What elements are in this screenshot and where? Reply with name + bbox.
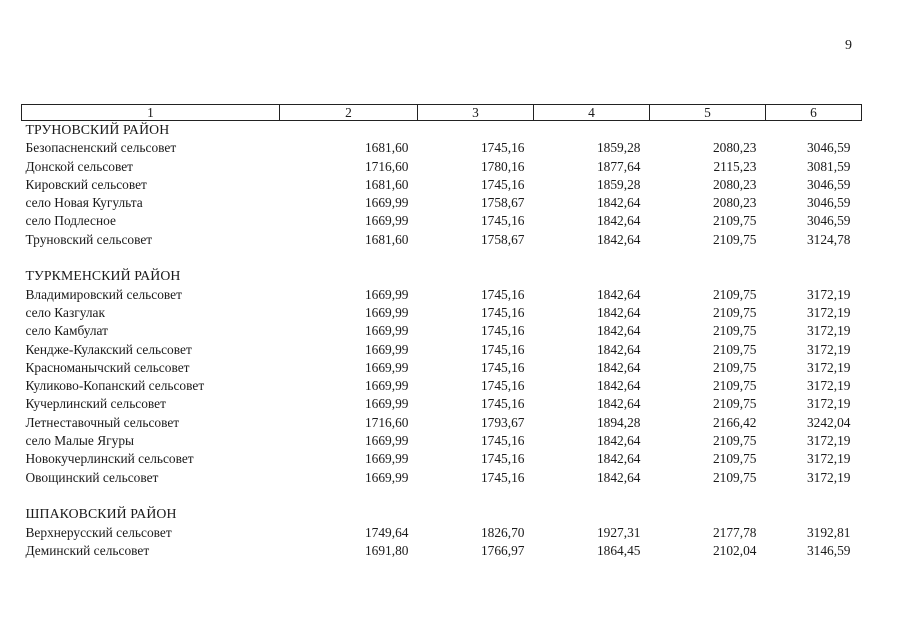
- value-cell-col-5: 2115,23: [713, 158, 757, 174]
- value-cell-col-6: 3172,19: [806, 323, 851, 339]
- value-cell-col-5: 2109,75: [712, 378, 757, 394]
- value-cell-col-6: 3172,19: [806, 396, 851, 412]
- value-cell-col-3: 1745,16: [480, 341, 525, 357]
- settlement-name: Овощинский сельсовет: [25, 469, 159, 485]
- value-cell-col-4: 1842,64: [596, 378, 641, 394]
- table-row: [22, 158, 862, 176]
- value-cell-col-2: 1716,60: [364, 158, 409, 174]
- value-cell-col-5: 2109,75: [712, 341, 757, 357]
- table-row: [22, 377, 862, 395]
- value-cell-col-3: 1780,16: [480, 158, 525, 174]
- value-cell-col-3: 1766,97: [480, 542, 525, 558]
- tariff-table: [21, 104, 862, 560]
- value-cell-col-6: 3081,59: [806, 158, 851, 174]
- value-cell-col-6: 3046,59: [806, 140, 851, 156]
- value-cell-col-4: 1842,64: [596, 341, 641, 357]
- table-row: [22, 231, 862, 249]
- value-cell-col-6: 3124,78: [806, 231, 851, 247]
- value-cell-col-5: 2080,23: [712, 140, 757, 156]
- value-cell-col-4: 1842,64: [596, 195, 641, 211]
- settlement-name: Деминский сельсовет: [25, 542, 150, 558]
- value-cell-col-6: 3046,59: [806, 176, 851, 192]
- value-cell-col-2: 1669,99: [364, 341, 409, 357]
- value-cell-col-5: 2109,75: [712, 433, 757, 449]
- settlement-name: Красноманычский сельсовет: [25, 359, 190, 375]
- section-spacer: [22, 249, 862, 267]
- settlement-name: Кировский сельсовет: [25, 176, 147, 192]
- settlement-name: Верхнерусский сельсовет: [25, 524, 172, 540]
- value-cell-col-3: 1745,16: [480, 213, 525, 229]
- value-cell-col-3: 1745,16: [480, 323, 525, 339]
- value-cell-col-2: 1669,99: [364, 195, 409, 211]
- column-header-3: 3: [418, 105, 534, 121]
- value-cell-col-5: 2080,23: [712, 195, 757, 211]
- value-cell-col-4: 1927,31: [596, 524, 641, 540]
- table-row: [22, 286, 862, 304]
- value-cell-col-2: 1669,99: [364, 451, 409, 467]
- value-cell-col-4: 1842,64: [596, 433, 641, 449]
- settlement-name: село Новая Кугульта: [25, 195, 143, 211]
- table-row: [22, 469, 862, 487]
- spacer-cell: [22, 249, 862, 267]
- table-row: [22, 304, 862, 322]
- value-cell-col-6: 3146,59: [806, 542, 851, 558]
- value-cell-col-4: 1842,64: [596, 469, 641, 485]
- value-cell-col-5: 2109,75: [712, 286, 757, 302]
- value-cell-col-4: 1864,45: [596, 542, 641, 558]
- value-cell-col-3: 1745,16: [480, 433, 525, 449]
- value-cell-col-6: 3172,19: [806, 433, 851, 449]
- district-row: [22, 121, 862, 140]
- settlement-name: село Малые Ягуры: [25, 433, 135, 449]
- section-spacer: [22, 487, 862, 505]
- value-cell-col-2: 1669,99: [364, 213, 409, 229]
- value-cell-col-4: 1894,28: [596, 414, 641, 430]
- value-cell-col-4: 1842,64: [596, 213, 641, 229]
- value-cell-col-5: 2109,75: [712, 231, 757, 247]
- table-row: [22, 194, 862, 212]
- page-number: 9: [845, 38, 852, 53]
- value-cell-col-4: 1842,64: [596, 359, 641, 375]
- value-cell-col-3: 1745,16: [480, 359, 525, 375]
- column-header-6: 6: [766, 105, 862, 121]
- value-cell-col-4: 1842,64: [596, 304, 641, 320]
- table-row: [22, 322, 862, 340]
- value-cell-col-3: 1793,67: [480, 414, 525, 430]
- value-cell-col-2: 1681,60: [364, 231, 409, 247]
- value-cell-col-2: 1691,80: [364, 542, 409, 558]
- spacer-cell: [22, 487, 862, 505]
- table-row: [22, 432, 862, 450]
- value-cell-col-5: 2166,42: [712, 414, 757, 430]
- value-cell-col-3: 1745,16: [480, 378, 525, 394]
- table-row: [22, 176, 862, 194]
- value-cell-col-4: 1842,64: [596, 231, 641, 247]
- value-cell-col-2: 1669,99: [364, 359, 409, 375]
- column-header-1: 1: [22, 105, 280, 121]
- value-cell-col-4: 1877,64: [596, 158, 641, 174]
- district-row: [22, 267, 862, 285]
- value-cell-col-6: 3046,59: [806, 213, 851, 229]
- value-cell-col-6: 3172,19: [806, 304, 851, 320]
- value-cell-col-6: 3172,19: [806, 451, 851, 467]
- value-cell-col-5: 2109,75: [712, 323, 757, 339]
- value-cell-col-2: 1716,60: [364, 414, 409, 430]
- value-cell-col-2: 1669,99: [364, 433, 409, 449]
- value-cell-col-5: 2109,75: [712, 359, 757, 375]
- settlement-name: Владимировский сельсовет: [25, 286, 182, 302]
- value-cell-col-4: 1842,64: [596, 451, 641, 467]
- value-cell-col-6: 3172,19: [806, 359, 851, 375]
- value-cell-col-2: 1749,64: [364, 524, 409, 540]
- value-cell-col-4: 1842,64: [596, 286, 641, 302]
- table-body: [22, 121, 862, 561]
- table-row: [22, 542, 862, 560]
- table-row: [22, 212, 862, 230]
- district-title: ШПАКОВСКИЙ РАЙОН: [25, 506, 177, 522]
- settlement-name: село Казгулак: [25, 304, 105, 320]
- value-cell-col-4: 1859,28: [596, 176, 641, 192]
- value-cell-col-5: 2177,78: [712, 524, 757, 540]
- value-cell-col-5: 2109,75: [712, 396, 757, 412]
- value-cell-col-5: 2102,04: [712, 542, 757, 558]
- settlement-name: село Подлесное: [25, 213, 116, 229]
- value-cell-col-6: 3172,19: [806, 341, 851, 357]
- value-cell-col-3: 1745,16: [480, 176, 525, 192]
- table-row: [22, 395, 862, 413]
- value-cell-col-6: 3046,59: [806, 195, 851, 211]
- value-cell-col-3: 1758,67: [480, 195, 525, 211]
- value-cell-col-3: 1745,16: [480, 304, 525, 320]
- value-cell-col-6: 3172,19: [806, 378, 851, 394]
- table-row: [22, 414, 862, 432]
- value-cell-col-2: 1669,99: [364, 396, 409, 412]
- value-cell-col-5: 2109,75: [712, 451, 757, 467]
- value-cell-col-3: 1826,70: [480, 524, 525, 540]
- value-cell-col-2: 1669,99: [364, 378, 409, 394]
- settlement-name: Новокучерлинский сельсовет: [25, 451, 194, 467]
- table-row: [22, 524, 862, 542]
- column-header-5: 5: [650, 105, 766, 121]
- table-row: [22, 139, 862, 157]
- settlement-name: село Камбулат: [25, 323, 108, 339]
- value-cell-col-2: 1681,60: [364, 140, 409, 156]
- value-cell-col-5: 2109,75: [712, 213, 757, 229]
- settlement-name: Безопасненский сельсовет: [25, 140, 177, 156]
- value-cell-col-6: 3192,81: [806, 524, 851, 540]
- table-row: [22, 341, 862, 359]
- district-title: ТУРКМЕНСКИЙ РАЙОН: [25, 268, 181, 284]
- settlement-name: Летнеставочный сельсовет: [25, 414, 180, 430]
- district-title: ТРУНОВСКИЙ РАЙОН: [25, 122, 170, 137]
- value-cell-col-4: 1842,64: [596, 396, 641, 412]
- value-cell-col-3: 1758,67: [480, 231, 525, 247]
- value-cell-col-6: 3172,19: [806, 469, 851, 485]
- value-cell-col-2: 1681,60: [364, 176, 409, 192]
- value-cell-col-4: 1842,64: [596, 323, 641, 339]
- value-cell-col-5: 2109,75: [712, 304, 757, 320]
- value-cell-col-3: 1745,16: [480, 396, 525, 412]
- value-cell-col-3: 1745,16: [480, 451, 525, 467]
- value-cell-col-6: 3242,04: [806, 414, 851, 430]
- value-cell-col-6: 3172,19: [806, 286, 851, 302]
- settlement-name: Донской сельсовет: [25, 158, 133, 174]
- value-cell-col-2: 1669,99: [364, 286, 409, 302]
- value-cell-col-5: 2080,23: [712, 176, 757, 192]
- value-cell-col-5: 2109,75: [712, 469, 757, 485]
- header-row: [22, 105, 862, 121]
- column-header-4: 4: [534, 105, 650, 121]
- settlement-name: Куликово-Копанский сельсовет: [25, 378, 205, 394]
- settlement-name: Кендже-Кулакский сельсовет: [25, 341, 192, 357]
- table-header: [22, 105, 862, 121]
- column-header-2: 2: [280, 105, 418, 121]
- value-cell-col-3: 1745,16: [480, 286, 525, 302]
- value-cell-col-3: 1745,16: [480, 140, 525, 156]
- value-cell-col-3: 1745,16: [480, 469, 525, 485]
- value-cell-col-2: 1669,99: [364, 469, 409, 485]
- value-cell-col-2: 1669,99: [364, 323, 409, 339]
- settlement-name: Кучерлинский сельсовет: [25, 396, 166, 412]
- value-cell-col-4: 1859,28: [596, 140, 641, 156]
- value-cell-col-2: 1669,99: [364, 304, 409, 320]
- settlement-name: Труновский сельсовет: [25, 231, 153, 247]
- district-row: [22, 505, 862, 523]
- table-row: [22, 359, 862, 377]
- table-row: [22, 450, 862, 468]
